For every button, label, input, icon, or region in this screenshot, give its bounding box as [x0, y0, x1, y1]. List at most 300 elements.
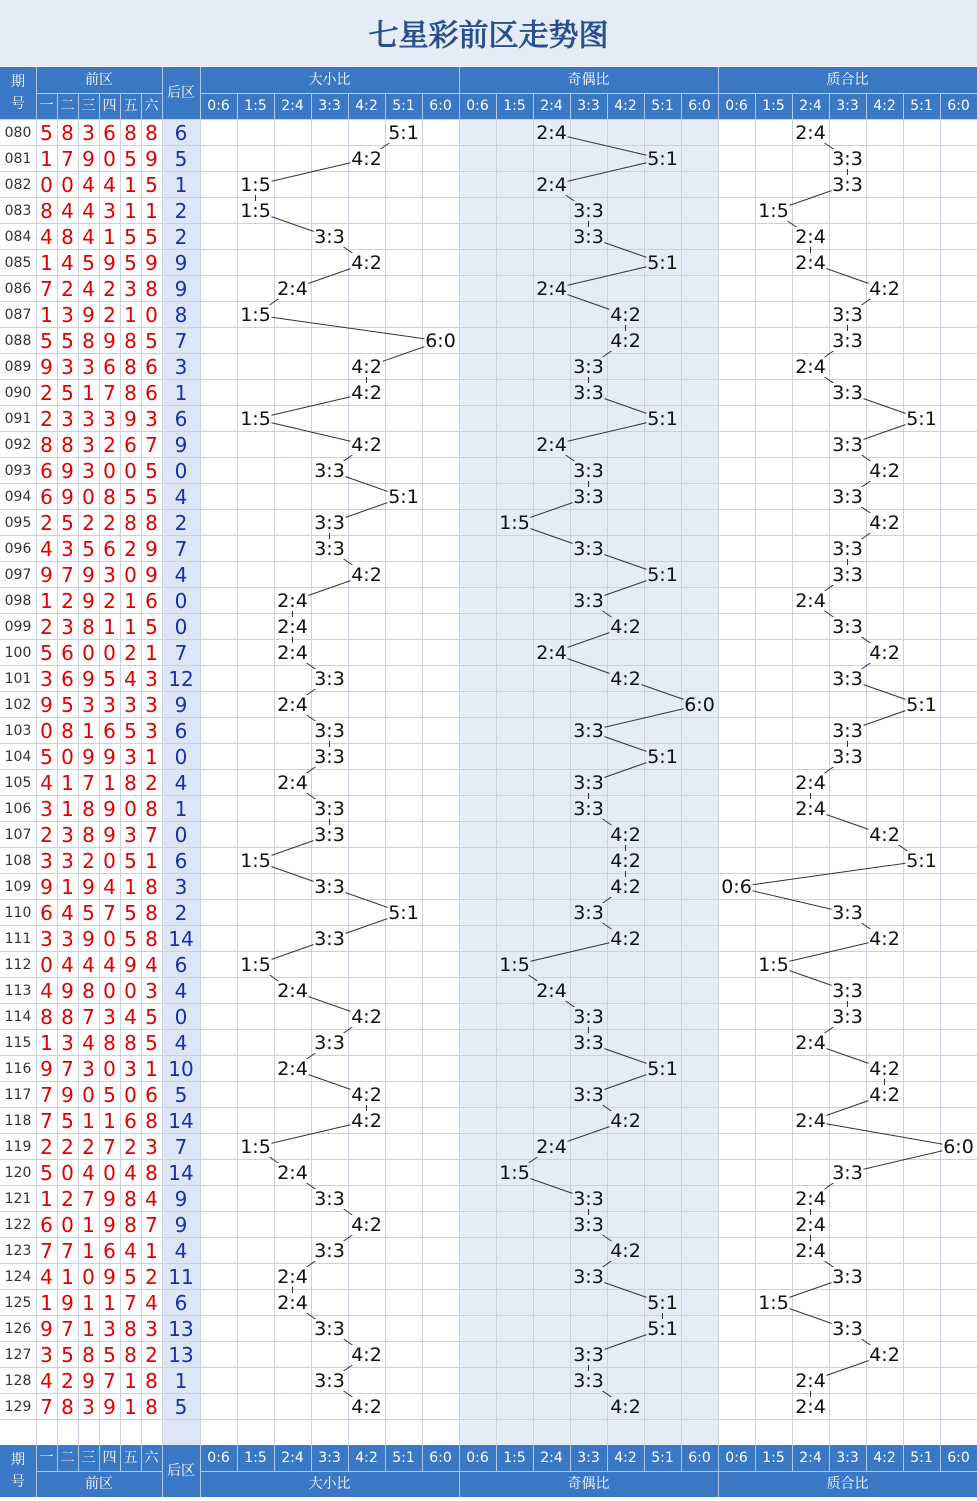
- ratio-mark-size: 5:1: [388, 122, 419, 144]
- ratio-mark-parity: 3:3: [573, 1344, 604, 1366]
- ratio-mark-size: 4:2: [351, 564, 382, 586]
- front-digit: 3: [103, 407, 116, 431]
- front-digit: 7: [82, 1187, 95, 1211]
- front-digit: 7: [61, 147, 74, 171]
- period-cell: 080: [4, 125, 32, 141]
- ratio-mark-prime: 5:1: [906, 850, 937, 872]
- front-digit: 9: [82, 589, 95, 613]
- period-cell: 085: [4, 255, 32, 271]
- ratio-mark-size: 4:2: [351, 1396, 382, 1418]
- ratio-option-header: 0:6: [207, 1450, 230, 1466]
- front-digit: 9: [61, 1291, 74, 1315]
- period-cell: 092: [4, 437, 32, 453]
- period-cell: 088: [4, 333, 32, 349]
- ratio-option-header: 4:2: [355, 98, 378, 114]
- ratio-mark-parity: 3:3: [573, 1370, 604, 1392]
- back-digit: 0: [174, 615, 188, 639]
- front-digit: 5: [82, 537, 95, 561]
- period-cell: 111: [4, 931, 32, 947]
- back-header: 后区: [167, 85, 195, 101]
- ratio-mark-size: 2:4: [277, 278, 308, 300]
- front-digit: 0: [103, 459, 116, 483]
- period-cell: 081: [4, 151, 32, 167]
- period-cell: 125: [4, 1295, 32, 1311]
- ratio-mark-prime: 3:3: [832, 720, 863, 742]
- ratio-mark-size: 3:3: [314, 668, 345, 690]
- back-digit: 6: [174, 407, 188, 431]
- front-digit: 9: [61, 485, 74, 509]
- back-digit: 6: [174, 953, 188, 977]
- ratio-mark-parity: 4:2: [610, 850, 641, 872]
- back-digit: 4: [174, 1239, 188, 1263]
- front-digit: 5: [124, 901, 137, 925]
- ratio-mark-prime: 3:3: [832, 330, 863, 352]
- front-position-header: 三: [81, 1450, 96, 1466]
- back-digit: 0: [174, 589, 188, 613]
- period-cell: 099: [4, 619, 32, 635]
- front-digit: 1: [40, 251, 53, 275]
- ratio-mark-prime: 3:3: [832, 746, 863, 768]
- ratio-option-header: 2:4: [281, 1450, 304, 1466]
- front-digit: 0: [40, 953, 53, 977]
- ratio-mark-parity: 2:4: [536, 122, 567, 144]
- front-digit: 6: [103, 355, 116, 379]
- front-digit: 9: [40, 875, 53, 899]
- ratio-option-header: 4:2: [873, 1450, 896, 1466]
- front-digit: 9: [82, 147, 95, 171]
- front-digit: 3: [61, 303, 74, 327]
- back-digit: 7: [174, 537, 188, 561]
- ratio-option-header: 6:0: [688, 1450, 711, 1466]
- ratio-mark-prime: 2:4: [795, 1240, 826, 1262]
- front-digit: 4: [82, 277, 95, 301]
- ratio-mark-parity: 4:2: [610, 1110, 641, 1132]
- front-digit: 3: [103, 1317, 116, 1341]
- ratio-mark-parity: 3:3: [573, 200, 604, 222]
- front-digit: 3: [61, 927, 74, 951]
- front-digit: 2: [40, 1135, 53, 1159]
- front-digit: 3: [61, 1031, 74, 1055]
- period-cell: 107: [4, 827, 32, 843]
- ratio-option-header: 1:5: [762, 98, 785, 114]
- ratio-mark-parity: 2:4: [536, 642, 567, 664]
- front-digit: 7: [61, 1239, 74, 1263]
- ratio-mark-size: 4:2: [351, 1344, 382, 1366]
- period-cell: 128: [4, 1373, 32, 1389]
- ratio-mark-size: 2:4: [277, 1058, 308, 1080]
- period-cell: 094: [4, 489, 32, 505]
- front-digit: 4: [124, 667, 137, 691]
- front-digit: 0: [103, 1057, 116, 1081]
- back-digit: 9: [174, 251, 188, 275]
- front-digit: 2: [40, 511, 53, 535]
- period-cell: 082: [4, 177, 32, 193]
- ratio-mark-prime: 2:4: [795, 798, 826, 820]
- front-digit: 2: [40, 407, 53, 431]
- front-digit: 1: [145, 641, 158, 665]
- front-digit: 1: [82, 1291, 95, 1315]
- ratio-mark-prime: 2:4: [795, 1214, 826, 1236]
- ratio-mark-prime: 3:3: [832, 486, 863, 508]
- front-digit: 4: [40, 225, 53, 249]
- front-digit: 4: [103, 173, 116, 197]
- period-cell: 109: [4, 879, 32, 895]
- period-cell: 115: [4, 1035, 32, 1051]
- front-digit: 1: [82, 719, 95, 743]
- ratio-option-header: 2:4: [540, 98, 563, 114]
- ratio-mark-prime: 3:3: [832, 1162, 863, 1184]
- front-digit: 6: [145, 1083, 158, 1107]
- ratio-mark-prime: 2:4: [795, 1110, 826, 1132]
- front-digit: 6: [40, 485, 53, 509]
- front-digit: 0: [103, 1161, 116, 1185]
- front-digit: 0: [124, 459, 137, 483]
- ratio-option-header: 1:5: [503, 98, 526, 114]
- back-digit: 4: [174, 563, 188, 587]
- front-digit: 0: [103, 927, 116, 951]
- ratio-option-header: 0:6: [725, 98, 748, 114]
- ratio-mark-parity: 4:2: [610, 304, 641, 326]
- front-digit: 2: [124, 641, 137, 665]
- front-digit: 1: [145, 745, 158, 769]
- front-digit: 3: [82, 355, 95, 379]
- front-digit: 1: [145, 199, 158, 223]
- period-cell: 124: [4, 1269, 32, 1285]
- ratio-option-header: 1:5: [503, 1450, 526, 1466]
- front-digit: 4: [40, 979, 53, 1003]
- front-digit: 3: [145, 667, 158, 691]
- front-digit: 9: [103, 1213, 116, 1237]
- front-digit: 2: [40, 615, 53, 639]
- front-digit: 8: [61, 225, 74, 249]
- back-digit: 4: [174, 485, 188, 509]
- front-digit: 8: [40, 199, 53, 223]
- front-digit: 4: [82, 199, 95, 223]
- back-digit: 9: [174, 1213, 188, 1237]
- ratio-mark-prime: 4:2: [869, 1344, 900, 1366]
- back-digit: 7: [174, 1135, 188, 1159]
- period-cell: 089: [4, 359, 32, 375]
- front-digit: 2: [124, 537, 137, 561]
- front-header: 前区: [85, 72, 113, 88]
- front-digit: 8: [145, 1395, 158, 1419]
- back-digit: 2: [174, 199, 188, 223]
- front-digit: 5: [82, 901, 95, 925]
- ratio-option-header: 1:5: [762, 1450, 785, 1466]
- front-position-header: 三: [81, 98, 96, 114]
- period-cell: 126: [4, 1321, 32, 1337]
- front-digit: 7: [40, 1109, 53, 1133]
- front-digit: 7: [40, 1395, 53, 1419]
- ratio-mark-parity: 3:3: [573, 720, 604, 742]
- front-digit: 6: [40, 459, 53, 483]
- group-header-size: 大小比: [308, 72, 351, 88]
- period-cell: 083: [4, 203, 32, 219]
- front-digit: 3: [40, 927, 53, 951]
- front-digit: 4: [82, 225, 95, 249]
- period-cell: 121: [4, 1191, 32, 1207]
- front-digit: 0: [82, 1265, 95, 1289]
- period-cell: 084: [4, 229, 32, 245]
- front-digit: 5: [40, 745, 53, 769]
- back-header: 后区: [167, 1463, 195, 1479]
- front-digit: 3: [103, 1005, 116, 1029]
- ratio-mark-prime: 4:2: [869, 460, 900, 482]
- ratio-mark-size: 2:4: [277, 1162, 308, 1184]
- ratio-mark-parity: 3:3: [573, 590, 604, 612]
- ratio-mark-parity: 4:2: [610, 876, 641, 898]
- ratio-mark-parity: 4:2: [610, 824, 641, 846]
- ratio-mark-prime: 3:3: [832, 174, 863, 196]
- ratio-option-header: 6:0: [429, 1450, 452, 1466]
- ratio-mark-size: 4:2: [351, 1006, 382, 1028]
- front-digit: 7: [124, 1291, 137, 1315]
- front-digit: 3: [61, 355, 74, 379]
- front-digit: 3: [124, 277, 137, 301]
- front-digit: 7: [103, 1135, 116, 1159]
- ratio-option-header: 3:3: [836, 98, 859, 114]
- front-digit: 2: [82, 511, 95, 535]
- front-digit: 1: [145, 849, 158, 873]
- front-digit: 7: [103, 1369, 116, 1393]
- front-digit: 5: [145, 459, 158, 483]
- ratio-mark-size: 4:2: [351, 382, 382, 404]
- ratio-mark-size: 1:5: [240, 954, 271, 976]
- front-digit: 8: [82, 615, 95, 639]
- ratio-mark-size: 3:3: [314, 928, 345, 950]
- ratio-mark-size: 3:3: [314, 460, 345, 482]
- ratio-mark-parity: 3:3: [573, 798, 604, 820]
- front-digit: 8: [61, 719, 74, 743]
- front-digit: 0: [40, 719, 53, 743]
- front-digit: 3: [82, 693, 95, 717]
- ratio-option-header: 5:1: [392, 1450, 415, 1466]
- ratio-mark-prime: 1:5: [758, 200, 789, 222]
- ratio-option-header: 6:0: [429, 98, 452, 114]
- front-digit: 7: [61, 563, 74, 587]
- back-digit: 5: [174, 147, 188, 171]
- front-digit: 8: [124, 1213, 137, 1237]
- front-digit: 2: [61, 1369, 74, 1393]
- ratio-mark-size: 3:3: [314, 538, 345, 560]
- ratio-mark-size: 4:2: [351, 1214, 382, 1236]
- front-digit: 4: [40, 1369, 53, 1393]
- front-position-header: 五: [123, 1450, 138, 1466]
- front-digit: 8: [124, 1187, 137, 1211]
- front-digit: 0: [145, 303, 158, 327]
- ratio-option-header: 1:5: [244, 98, 267, 114]
- ratio-option-header: 5:1: [392, 98, 415, 114]
- front-digit: 7: [82, 771, 95, 795]
- front-digit: 5: [124, 1265, 137, 1289]
- ratio-mark-parity: 3:3: [573, 1084, 604, 1106]
- front-digit: 8: [124, 511, 137, 535]
- ratio-mark-parity: 3:3: [573, 382, 604, 404]
- ratio-mark-parity: 2:4: [536, 980, 567, 1002]
- ratio-mark-size: 2:4: [277, 590, 308, 612]
- period-cell: 086: [4, 281, 32, 297]
- ratio-mark-size: 3:3: [314, 746, 345, 768]
- period-cell: 113: [4, 983, 32, 999]
- ratio-mark-size: 2:4: [277, 694, 308, 716]
- front-digit: 5: [145, 329, 158, 353]
- front-digit: 9: [103, 1395, 116, 1419]
- ratio-mark-size: 4:2: [351, 434, 382, 456]
- ratio-mark-parity: 5:1: [647, 1318, 678, 1340]
- front-digit: 3: [40, 1343, 53, 1367]
- group-header-size: 大小比: [308, 1476, 351, 1492]
- front-digit: 6: [61, 667, 74, 691]
- front-digit: 1: [103, 615, 116, 639]
- ratio-mark-parity: 3:3: [573, 226, 604, 248]
- front-digit: 0: [103, 979, 116, 1003]
- period-cell: 101: [4, 671, 32, 687]
- front-digit: 7: [145, 823, 158, 847]
- front-digit: 4: [103, 875, 116, 899]
- ratio-option-header: 2:4: [799, 1450, 822, 1466]
- front-digit: 2: [145, 771, 158, 795]
- ratio-mark-parity: 1:5: [499, 512, 530, 534]
- ratio-mark-size: 4:2: [351, 1110, 382, 1132]
- ratio-option-header: 0:6: [466, 1450, 489, 1466]
- front-digit: 3: [124, 693, 137, 717]
- ratio-mark-size: 1:5: [240, 200, 271, 222]
- front-digit: 3: [82, 407, 95, 431]
- front-digit: 7: [61, 1317, 74, 1341]
- ratio-mark-prime: 4:2: [869, 928, 900, 950]
- back-digit: 12: [168, 667, 194, 691]
- back-digit: 3: [174, 875, 188, 899]
- ratio-option-header: 5:1: [651, 1450, 674, 1466]
- front-digit: 0: [82, 485, 95, 509]
- front-digit: 8: [145, 1369, 158, 1393]
- back-digit: 1: [174, 797, 188, 821]
- ratio-mark-parity: 3:3: [573, 460, 604, 482]
- front-digit: 8: [145, 121, 158, 145]
- ratio-mark-prime: 3:3: [832, 564, 863, 586]
- front-digit: 9: [82, 927, 95, 951]
- front-digit: 1: [103, 225, 116, 249]
- back-digit: 9: [174, 277, 188, 301]
- ratio-option-header: 6:0: [688, 98, 711, 114]
- front-digit: 9: [82, 1369, 95, 1393]
- back-digit: 4: [174, 771, 188, 795]
- period-cell: 105: [4, 775, 32, 791]
- front-digit: 3: [61, 823, 74, 847]
- ratio-mark-prime: 1:5: [758, 1292, 789, 1314]
- back-digit: 0: [174, 1005, 188, 1029]
- front-digit: 1: [82, 1317, 95, 1341]
- front-digit: 1: [40, 1291, 53, 1315]
- front-digit: 2: [61, 277, 74, 301]
- ratio-mark-size: 2:4: [277, 642, 308, 664]
- back-digit: 2: [174, 225, 188, 249]
- period-cell: 127: [4, 1347, 32, 1363]
- ratio-option-header: 6:0: [947, 98, 970, 114]
- front-digit: 9: [40, 1317, 53, 1341]
- front-digit: 2: [40, 381, 53, 405]
- front-digit: 9: [103, 1265, 116, 1289]
- front-digit: 1: [145, 1057, 158, 1081]
- ratio-mark-prime: 5:1: [906, 694, 937, 716]
- front-digit: 3: [82, 1057, 95, 1081]
- front-digit: 3: [82, 459, 95, 483]
- ratio-mark-prime: 6:0: [943, 1136, 974, 1158]
- ratio-mark-prime: 3:3: [832, 1006, 863, 1028]
- front-digit: 5: [124, 147, 137, 171]
- front-digit: 3: [145, 979, 158, 1003]
- ratio-mark-size: 2:4: [277, 772, 308, 794]
- chart-title: 七星彩前区走势图: [368, 18, 609, 54]
- period-cell: 117: [4, 1087, 32, 1103]
- front-digit: 3: [145, 1317, 158, 1341]
- ratio-mark-size: 4:2: [351, 356, 382, 378]
- front-digit: 8: [124, 355, 137, 379]
- front-digit: 1: [124, 589, 137, 613]
- back-digit: 6: [174, 849, 188, 873]
- ratio-option-header: 0:6: [725, 1450, 748, 1466]
- front-digit: 9: [82, 745, 95, 769]
- back-digit: 6: [174, 719, 188, 743]
- front-digit: 5: [61, 1343, 74, 1367]
- back-digit: 14: [168, 927, 194, 951]
- front-digit: 3: [61, 407, 74, 431]
- period-cell: 123: [4, 1243, 32, 1259]
- front-digit: 8: [124, 1343, 137, 1367]
- front-digit: 1: [103, 1291, 116, 1315]
- period-cell: 098: [4, 593, 32, 609]
- ratio-option-header: 0:6: [466, 98, 489, 114]
- front-digit: 0: [103, 147, 116, 171]
- front-digit: 0: [61, 173, 74, 197]
- front-digit: 1: [61, 771, 74, 795]
- period-cell: 104: [4, 749, 32, 765]
- front-digit: 4: [124, 1239, 137, 1263]
- front-digit: 3: [124, 1057, 137, 1081]
- front-digit: 4: [145, 953, 158, 977]
- back-digit: 1: [174, 173, 188, 197]
- front-digit: 5: [40, 1161, 53, 1185]
- period-cell: 116: [4, 1061, 32, 1077]
- front-digit: 8: [145, 277, 158, 301]
- front-digit: 9: [40, 693, 53, 717]
- front-digit: 9: [145, 251, 158, 275]
- front-digit: 0: [61, 1161, 74, 1185]
- front-digit: 7: [40, 1083, 53, 1107]
- ratio-mark-prime: 2:4: [795, 252, 826, 274]
- front-digit: 8: [145, 511, 158, 535]
- front-digit: 3: [82, 1395, 95, 1419]
- ratio-mark-parity: 3:3: [573, 1006, 604, 1028]
- ratio-mark-parity: 3:3: [573, 1214, 604, 1236]
- back-digit: 4: [174, 1031, 188, 1055]
- ratio-mark-size: 3:3: [314, 1032, 345, 1054]
- front-digit: 8: [145, 875, 158, 899]
- ratio-option-header: 5:1: [910, 1450, 933, 1466]
- ratio-mark-parity: 5:1: [647, 1058, 678, 1080]
- period-cell: 100: [4, 645, 32, 661]
- front-digit: 5: [40, 121, 53, 145]
- front-digit: 5: [124, 485, 137, 509]
- ratio-mark-size: 3:3: [314, 1370, 345, 1392]
- period-cell: 090: [4, 385, 32, 401]
- ratio-mark-size: 3:3: [314, 1188, 345, 1210]
- front-digit: 1: [124, 615, 137, 639]
- group-header-parity: 奇偶比: [567, 1476, 610, 1492]
- front-digit: 3: [103, 563, 116, 587]
- front-digit: 8: [124, 381, 137, 405]
- front-digit: 0: [61, 1213, 74, 1237]
